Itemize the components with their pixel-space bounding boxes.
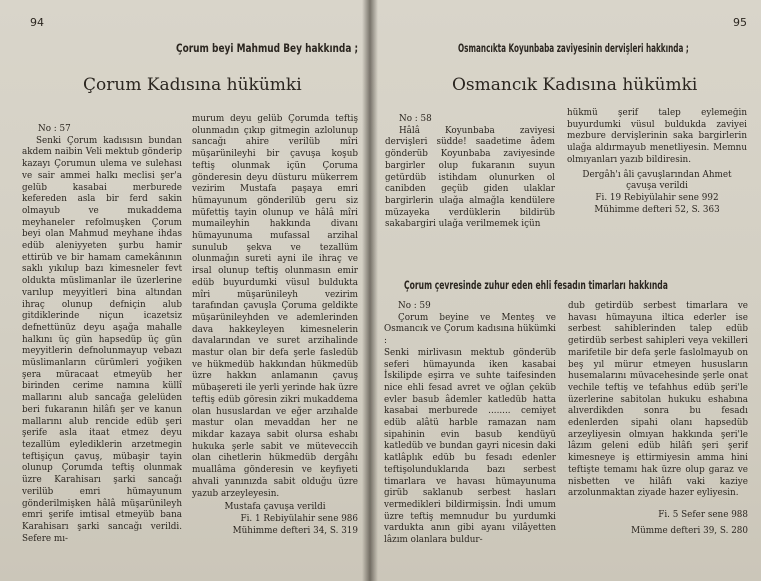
doc-58-date: Fi. 19 Rebiyülahir sene 992 xyxy=(595,192,719,203)
doc-57-source: Mühimme defteri 34, S. 319 xyxy=(232,525,358,536)
doc-58-number: No : 58 xyxy=(399,114,432,124)
doc-57-number: No : 57 xyxy=(38,124,71,134)
doc-59-column-2 xyxy=(568,301,748,579)
doc-59-text-2: dub getirdüb serbest timarlara ve havası hümayuna iltica ederler ise serbest sahiblerinden talep edüb getirdüb serbest sahipleri veya vekilleri marifetile bir defa şerle faslolmayub on beş yıl mürur etmeyen hususların husemalarını müvacehesinde şerle onat vechile teftiş ve tefahhus edüb şeri'le üzerlerine sabitolan hukuku eshabına alıverdikden sonra bu fesadı edenlerden sipahi olanı hapsedüb arzeyliyesin olmıyan hakkında şeri'le lâzım geleni edüb hilâfı şeri şerif kimesneye iş ettirmiyesin amma hini teftişte temamı hak üzre olup garaz ve nisbetten ve hilâfı vaki kaziye arzolunmaktan ziyade hazer eyliyesin. xyxy=(568,301,748,499)
doc-57-text-1: Senki Çorum kadısısın bundan akdem naibin Veli mektub gönderip kazayı Çorumun ulema ve sulehası ve sair ammei halkı meclisi şer'a gelüb kasabai merburede kefereden asla bir ferd sakin olmayub ve mukaddema meyhaneler refolmuşken Çorum beyi olan Mahmud meyhane ihdas edüb aleniyyeten şurbu hamir ettirüb ve bir hamam camekânının saklı yıkılup bazı kimesneler fevt oldukta müslimanlar ile üzerlerine varılup meyyitleri bina altından ihraç olunup defniçin alub gitdiklerinde niçun icazetsiz defnettünüz deyu aşağa mahalle halkını üç gün hapsedüp üç gün meyyitlerin defnolunmayup vebazı müslimanların cürümleri yoğiken şera müracaat etmeyüb her birinden cerime namına küllî mallarını alub sancağa gelelüden beri fukaranın hilâfı şer ve kanun mallarını alub rencide edüb şeri şerife asla itaat etmez deyu tezallüm eylediklerin arzetmegin teftişiçun çavuş, mübaşir tayin olunup Çorumda teftiş olunmak üzre Karahisarı şarki sancağı verilüb emri hümayunum gönderilmişken hâlâ müşarünileyh emri şerife imtisal etmeyüb bana Karahisarı şarki sancağı verildi. Sefere mı- xyxy=(22,135,182,544)
subhead-right: Osmancık Kadısına hükümki xyxy=(452,75,698,95)
section-title-doc-59: Çorum çevresinde zuhur eden ehli fesadın timarları hakkında xyxy=(404,278,668,292)
doc-57-column-1 xyxy=(22,124,182,579)
running-head-left: Çorum beyi Mahmud Bey hakkında ; xyxy=(176,41,359,55)
doc-58-column-1 xyxy=(385,114,555,244)
left-page xyxy=(0,0,370,581)
doc-57-column-2 xyxy=(192,114,358,579)
doc-58-source: Mühimme defteri 52, S. 363 xyxy=(594,204,720,215)
subhead-left: Çorum Kadısına hükümki xyxy=(83,75,302,95)
running-head-right: Osmancıkta Koyunbaba zaviyesinin dervişleri hakkında ; xyxy=(458,41,689,55)
doc-58-text-2: hükmü şerif talep eylemeğin buyurdumki vüsul buldukda zaviyei mezbure dervişlerinin saka bargirlerin ulağa aldırmayub menetliyesin. Memnu olmıyanları yazıb bildiresin. xyxy=(567,108,747,165)
doc-59-source: Mümme defteri 39, S. 280 xyxy=(631,525,748,536)
page-number-right: 95 xyxy=(733,16,747,29)
doc-57-signature: Mustafa çavuşa verildi xyxy=(224,502,326,513)
doc-59-date: Fi. 5 Sefer sene 988 xyxy=(658,509,748,520)
doc-59-number: No : 59 xyxy=(398,301,431,311)
doc-58-signature: Dergâh'ı âli çavuşlarından Ahmet çavuşa verildi xyxy=(582,169,732,192)
doc-57-text-2: murum deyu gelüb Çorumda teftiş olunmadın çıkıp gitmegin azlolunup sancağı ahire verilüb mîri müşarünileyhi bir çavuşa koşub teftiş olunmak içün Çoruma gönderesin deyu düsturu mükerrem vezirim Mustafa paşaya emri hümayunum gönderilüb geru siz müfettiş tayin olunup ve hâlâ mîri mumaileyhin hakkında divanı hümayunuma mufassal arzihal sunulub şekva ve tezallüm olunmağın sureti ayni ile ihraç ve irsal olunup teftiş olunmasın emir edüb buyurdumki vüsul buldukta mîri müşarünileyh vezirim tarafından çavuşla Çoruma geldikte müşarünileyhden ve ademlerinden dava hakkeyleyen kimesnelerin davalarından ve suret arzihalinde mastur olan bir defa şerle fasledüb ve hükmedüb hakkından hükmedüb üzre hakkın anlamanın çavuş mübaşereti ile yerli yerinde hak üzre teftiş edüb göresin zikri mukaddema olan hususlardan ve eğer arzıhalde mastur olan mevaddan her ne mikdar kazaya sabit olursa eshabı hukuka şerle sabit ve müteveccih olan cihetlerin hükmedüb dergâhı muallâma gönderesin ve keyfiyeti ahvali yanınızda sabit olduğu üzre yazub arzeyleyesin. xyxy=(192,114,358,499)
doc-59-text-1: Çorum beyine ve Menteş ve Osmancık ve Çorum kadısına hükümki : Senki mirlivasın mektub gönderüb seferi hümayunda iken kasabai İskilipde eşirra ve suhte taifesinden nice ehli fesad avret ve oğlan çeküb evler basub âdemler katledüb hatta kasabai merburede ........ cemiyet edüb alâtü harble ramazan nam sipahinin evin basub kendüyü katledüb ve bundan gayri nicesin daki katlâplık edüb bu fesadı edenler teftişolunduklarıda bazı serbest timarlara ve havası hümayunuma girüb saklanub serbest hasları vermedikleri bildirmişsin. İndi umum üzre teftiş memnudur bu yurdumki vardukta anın gibi ayanı vilâyetten lâzım olanlara buldur- xyxy=(384,312,556,546)
doc-59-column-1 xyxy=(384,301,556,579)
doc-58-column-2 xyxy=(567,108,747,244)
doc-57-date: Fi. 1 Rebiyülahir sene 986 xyxy=(240,513,358,524)
doc-58-text-1: Hâlâ Koyunbaba zaviyesi dervişleri südde! saadetime âdem gönderüb Koyunbaba zaviyesinde bargirler olup fukaranın suyun getürdüb istihdam olunurken ol canibden geçüb giden ulaklar bargirlerin ulağa almağla kendülere müzayeka verdüklerin bildirüb sakabargiri ulağa verilmemek içün xyxy=(385,125,555,230)
right-page xyxy=(370,0,761,581)
page-number-left: 94 xyxy=(30,16,44,29)
